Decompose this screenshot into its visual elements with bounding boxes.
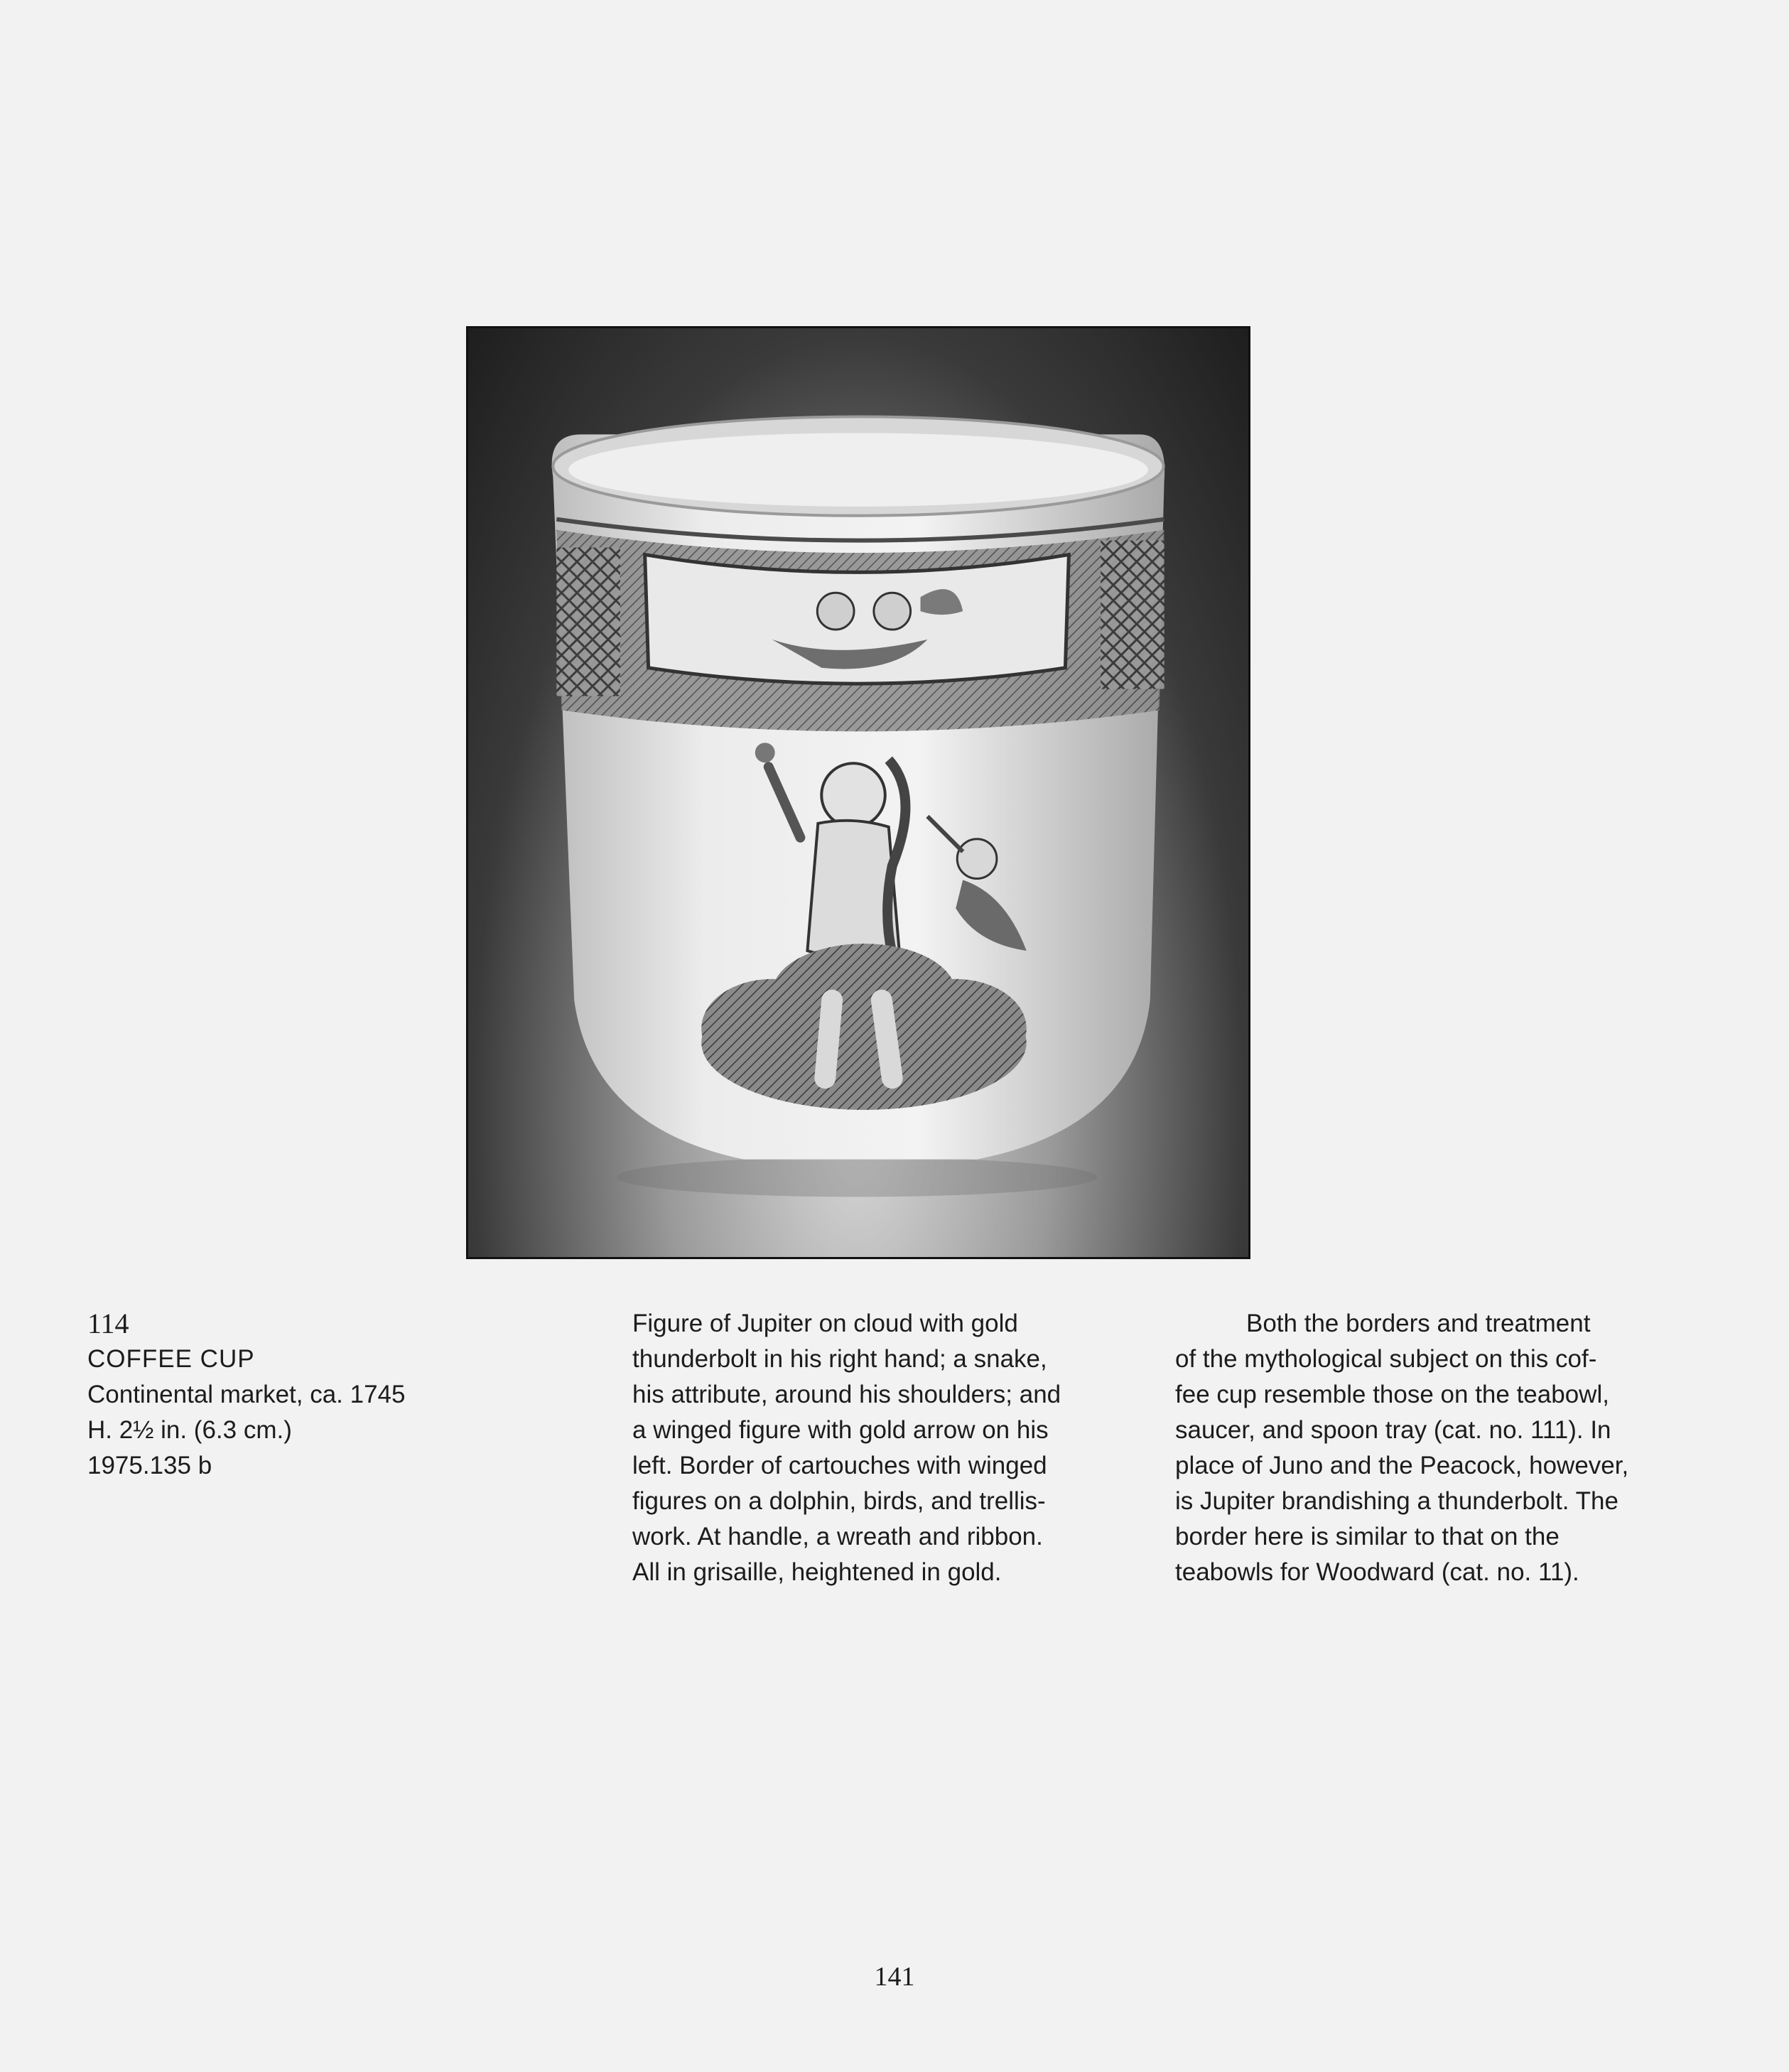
commentary-line: is Jupiter brandishing a thunderbolt. The	[1175, 1487, 1618, 1515]
description-column	[632, 1306, 1115, 1590]
catalog-number: 114	[87, 1307, 129, 1339]
description-line: figures on a dolphin, birds, and trellis-	[632, 1487, 1046, 1515]
description-line: thunderbolt in his right hand; a snake,	[632, 1345, 1047, 1373]
description-line: his attribute, around his shoulders; and	[632, 1381, 1061, 1408]
description-line: work. At handle, a wreath and ribbon.	[632, 1523, 1043, 1550]
commentary-line: border here is similar to that on the	[1175, 1523, 1560, 1550]
commentary-line: Both the borders and treatment	[1246, 1310, 1591, 1337]
accession-number: 1975.135 b	[87, 1452, 212, 1479]
commentary-line: of the mythological subject on this cof-	[1175, 1345, 1597, 1373]
coffee-cup-illustration	[468, 328, 1248, 1257]
description-line: All in grisaille, heightened in gold.	[632, 1558, 1002, 1586]
commentary-line: fee cup resemble those on the teabowl,	[1175, 1381, 1609, 1408]
description-line: Figure of Jupiter on cloud with gold	[632, 1310, 1018, 1337]
catalog-entry	[87, 1306, 514, 1484]
object-dimensions: H. 2½ in. (6.3 cm.)	[87, 1416, 292, 1444]
commentary-line: place of Juno and the Peacock, however,	[1175, 1452, 1629, 1479]
page-number: 141	[874, 1962, 915, 1992]
description-line: left. Border of cartouches with winged	[632, 1452, 1047, 1479]
object-market-date: Continental market, ca. 1745	[87, 1381, 406, 1408]
commentary-line: saucer, and spoon tray (cat. no. 111). In	[1175, 1416, 1611, 1444]
object-title: COFFEE CUP	[87, 1345, 255, 1373]
coffee-cup-photograph	[466, 326, 1250, 1259]
commentary-line: teabowls for Woodward (cat. no. 11).	[1175, 1558, 1579, 1586]
commentary-column	[1175, 1306, 1658, 1590]
description-line: a winged figure with gold arrow on his	[632, 1416, 1049, 1444]
